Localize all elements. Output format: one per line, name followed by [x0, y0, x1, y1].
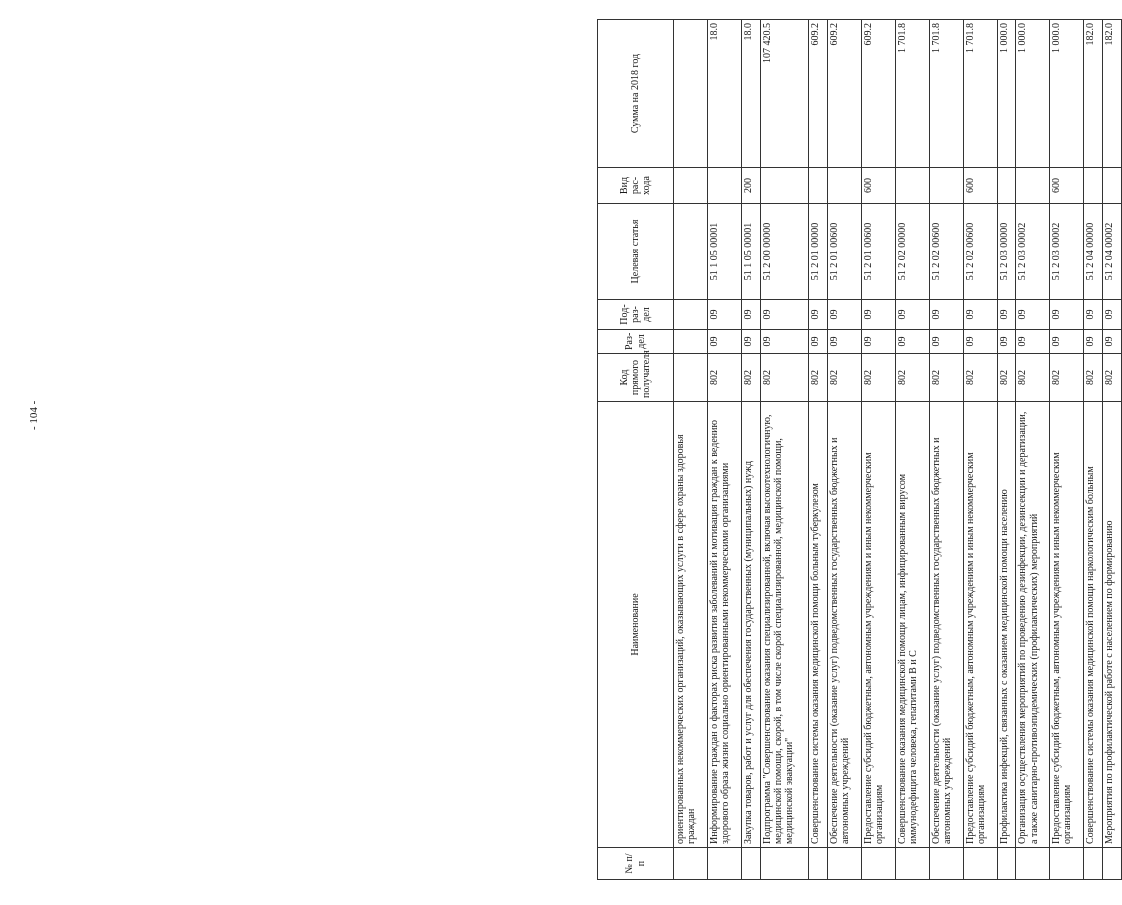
- cell-target: 51 2 01 00000: [809, 204, 828, 300]
- cell-exp-type: 600: [963, 168, 997, 204]
- cell-amount: 1 000.0: [1016, 20, 1050, 168]
- table-row: [862, 20, 896, 880]
- cell-amount: 1 000.0: [997, 20, 1016, 168]
- cell-num: [1050, 848, 1084, 880]
- cell-exp-type: [1016, 168, 1050, 204]
- cell-num: [1103, 848, 1122, 880]
- cell-code: 802: [1084, 354, 1103, 402]
- cell-num: [963, 848, 997, 880]
- cell-exp-type: [895, 168, 929, 204]
- cell-section: 09: [1016, 330, 1050, 354]
- cell-name: Совершенствование системы оказания медицинской помощи больным туберкулезом: [809, 402, 828, 848]
- cell-code: [674, 354, 708, 402]
- cell-num: [997, 848, 1016, 880]
- table-row: [809, 20, 828, 880]
- cell-target: 51 2 03 00000: [997, 204, 1016, 300]
- cell-code: 802: [895, 354, 929, 402]
- table-row: [707, 20, 741, 880]
- cell-target: 51 1 05 00001: [707, 204, 741, 300]
- header-name: Наименование: [598, 402, 674, 848]
- cell-target: 51 2 03 00002: [1050, 204, 1084, 300]
- cell-amount: 1 701.8: [929, 20, 963, 168]
- cell-target: [674, 204, 708, 300]
- cell-exp-type: [674, 168, 708, 204]
- cell-subsection: 09: [1050, 300, 1084, 330]
- cell-name: ориентированных некоммерческих организаций, оказывающих услуги в сфере охраны здоровья граждан: [674, 402, 708, 848]
- cell-section: 09: [1050, 330, 1084, 354]
- cell-name: Предоставление субсидий бюджетным, автономным учреждениям и иным некоммерческим организациям: [1050, 402, 1084, 848]
- cell-amount: 1 701.8: [895, 20, 929, 168]
- cell-section: 09: [741, 330, 760, 354]
- cell-subsection: 09: [741, 300, 760, 330]
- cell-exp-type: [1103, 168, 1122, 204]
- cell-section: 09: [997, 330, 1016, 354]
- cell-exp-type: [929, 168, 963, 204]
- cell-amount: 609.2: [828, 20, 862, 168]
- cell-subsection: 09: [963, 300, 997, 330]
- cell-target: 51 2 02 00600: [963, 204, 997, 300]
- cell-target: 51 2 01 00600: [862, 204, 896, 300]
- cell-amount: 18.0: [741, 20, 760, 168]
- cell-amount: 609.2: [809, 20, 828, 168]
- cell-code: 802: [1016, 354, 1050, 402]
- cell-subsection: 09: [929, 300, 963, 330]
- table-row: [1103, 20, 1122, 880]
- header-section: Раз-дел: [598, 330, 674, 354]
- table-header-row: [598, 20, 674, 880]
- cell-target: 51 2 03 00002: [1016, 204, 1050, 300]
- cell-name: Совершенствование системы оказания медицинской помощи наркологическим больным: [1084, 402, 1103, 848]
- header-num: № п/п: [598, 848, 674, 880]
- cell-subsection: 09: [707, 300, 741, 330]
- cell-code: 802: [809, 354, 828, 402]
- cell-amount: 182.0: [1103, 20, 1122, 168]
- cell-amount: [674, 20, 708, 168]
- cell-subsection: 09: [809, 300, 828, 330]
- cell-exp-type: 200: [741, 168, 760, 204]
- cell-code: 802: [929, 354, 963, 402]
- cell-section: 09: [895, 330, 929, 354]
- cell-section: 09: [760, 330, 809, 354]
- cell-num: [828, 848, 862, 880]
- cell-name: Подпрограмма "Совершенствование оказания специализированной, включая высокотехнологичную, медицинской помощи, скорой, в том числе скорой специализированной, медицинской помощи, медицинской эвакуации": [760, 402, 809, 848]
- cell-amount: 609.2: [862, 20, 896, 168]
- cell-section: 09: [707, 330, 741, 354]
- cell-name: Закупка товаров, работ и услуг для обеспечения государственных (муниципальных) нужд: [741, 402, 760, 848]
- cell-target: 51 2 02 00600: [929, 204, 963, 300]
- cell-num: [760, 848, 809, 880]
- cell-name: Обеспечение деятельности (оказание услуг) подведомственных государственных бюджетных и автономных учреждений: [828, 402, 862, 848]
- cell-name: Предоставление субсидий бюджетным, автономным учреждениям и иным некоммерческим организациям: [963, 402, 997, 848]
- header-subsection: Под-раз-дел: [598, 300, 674, 330]
- cell-num: [895, 848, 929, 880]
- cell-amount: 107 420.5: [760, 20, 809, 168]
- cell-exp-type: 600: [862, 168, 896, 204]
- table-row: [760, 20, 809, 880]
- cell-name: Совершенствование оказания медицинской помощи лицам, инфицированным вирусом иммунодефицита человека, гепатитами В и С: [895, 402, 929, 848]
- cell-subsection: 09: [760, 300, 809, 330]
- budget-table: [597, 19, 1122, 880]
- cell-exp-type: [809, 168, 828, 204]
- cell-exp-type: [828, 168, 862, 204]
- cell-subsection: 09: [828, 300, 862, 330]
- cell-section: 09: [862, 330, 896, 354]
- cell-code: 802: [828, 354, 862, 402]
- cell-section: 09: [809, 330, 828, 354]
- cell-target: 51 2 01 00600: [828, 204, 862, 300]
- table-row: [741, 20, 760, 880]
- cell-subsection: 09: [1016, 300, 1050, 330]
- table-row: [674, 20, 708, 880]
- cell-amount: 1 701.8: [963, 20, 997, 168]
- cell-section: 09: [1084, 330, 1103, 354]
- cell-num: [929, 848, 963, 880]
- header-amount: Сумма на 2018 год: [598, 20, 674, 168]
- cell-exp-type: [707, 168, 741, 204]
- cell-code: 802: [707, 354, 741, 402]
- cell-section: 09: [1103, 330, 1122, 354]
- cell-amount: 182.0: [1084, 20, 1103, 168]
- cell-target: 51 2 00 00000: [760, 204, 809, 300]
- cell-num: [741, 848, 760, 880]
- cell-target: 51 2 04 00002: [1103, 204, 1122, 300]
- cell-code: 802: [997, 354, 1016, 402]
- cell-num: [707, 848, 741, 880]
- cell-code: 802: [862, 354, 896, 402]
- cell-num: [809, 848, 828, 880]
- table-row: [1050, 20, 1084, 880]
- cell-num: [862, 848, 896, 880]
- rotated-table-wrapper: [597, 20, 1122, 880]
- cell-name: Организация осуществления мероприятий по проведению дезинфекции, дезинсекции и дератизации, а также санитарно-противоэпидемических (профилактических) мероприятий: [1016, 402, 1050, 848]
- cell-exp-type: 600: [1050, 168, 1084, 204]
- cell-subsection: 09: [1084, 300, 1103, 330]
- cell-target: 51 2 04 00000: [1084, 204, 1103, 300]
- cell-subsection: 09: [895, 300, 929, 330]
- header-code: Код прямого получателя: [598, 354, 674, 402]
- cell-name: Профилактика инфекций, связанных с оказанием медицинской помощи населению: [997, 402, 1016, 848]
- table-row: [1084, 20, 1103, 880]
- cell-section: 09: [963, 330, 997, 354]
- cell-subsection: 09: [997, 300, 1016, 330]
- cell-target: 51 2 02 00000: [895, 204, 929, 300]
- cell-name: Мероприятия по профилактической работе с населением по формированию: [1103, 402, 1122, 848]
- cell-name: Предоставление субсидий бюджетным, автономным учреждениям и иным некоммерческим организациям: [862, 402, 896, 848]
- cell-name: Обеспечение деятельности (оказание услуг) подведомственных государственных бюджетных и автономных учреждений: [929, 402, 963, 848]
- cell-num: [1016, 848, 1050, 880]
- cell-section: 09: [929, 330, 963, 354]
- cell-code: 802: [1103, 354, 1122, 402]
- table-row: [828, 20, 862, 880]
- cell-num: [1084, 848, 1103, 880]
- header-exp-type: Вид рас-хода: [598, 168, 674, 204]
- cell-code: 802: [963, 354, 997, 402]
- cell-exp-type: [997, 168, 1016, 204]
- cell-subsection: [674, 300, 708, 330]
- cell-num: [674, 848, 708, 880]
- table-row: [895, 20, 929, 880]
- cell-name: Информирование граждан о факторах риска развития заболеваний и мотивация граждан к ведению здорового образа жизни социально ориентированными некоммерческими организациями: [707, 402, 741, 848]
- cell-code: 802: [1050, 354, 1084, 402]
- page-number: - 104 -: [28, 400, 40, 430]
- cell-section: 09: [828, 330, 862, 354]
- table-row: [963, 20, 997, 880]
- table-body: [674, 20, 1122, 880]
- table-row: [929, 20, 963, 880]
- cell-code: 802: [760, 354, 809, 402]
- cell-section: [674, 330, 708, 354]
- header-target: Целевая статья: [598, 204, 674, 300]
- cell-subsection: 09: [1103, 300, 1122, 330]
- cell-exp-type: [760, 168, 809, 204]
- cell-exp-type: [1084, 168, 1103, 204]
- cell-code: 802: [741, 354, 760, 402]
- cell-target: 51 1 05 00001: [741, 204, 760, 300]
- cell-amount: 1 000.0: [1050, 20, 1084, 168]
- table-row: [997, 20, 1016, 880]
- cell-amount: 18.0: [707, 20, 741, 168]
- table-row: [1016, 20, 1050, 880]
- cell-subsection: 09: [862, 300, 896, 330]
